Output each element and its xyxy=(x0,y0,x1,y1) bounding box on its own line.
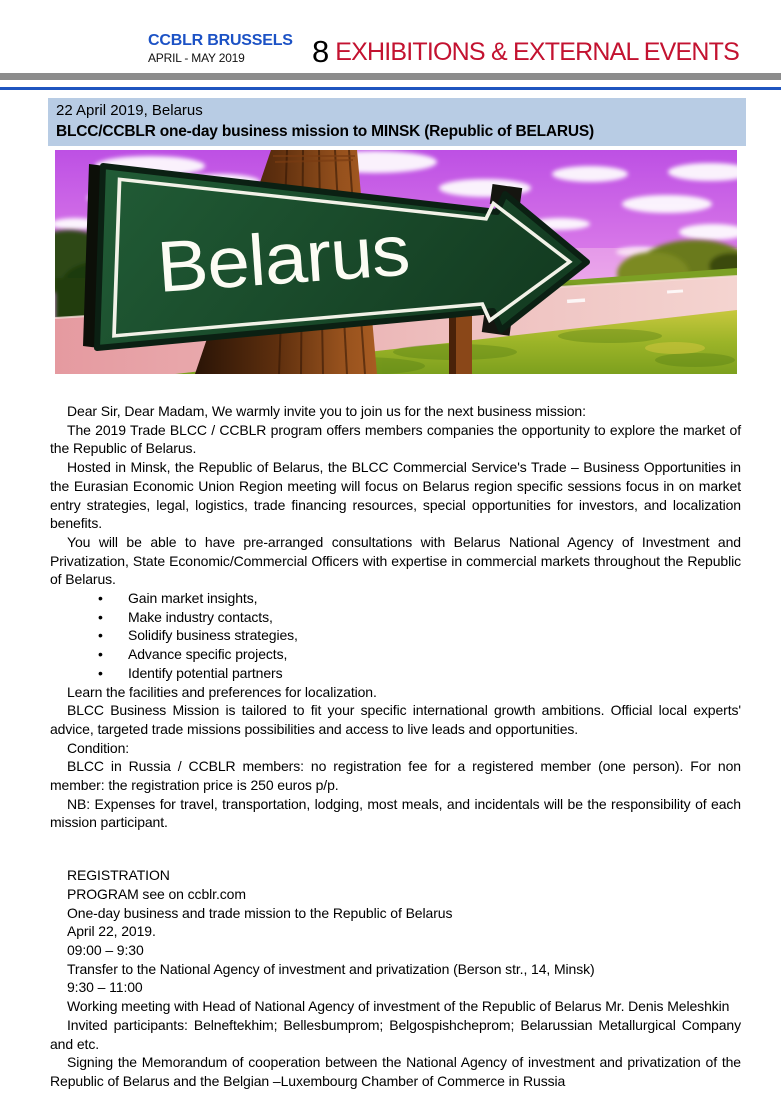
paragraph: The 2019 Trade BLCC / CCBLR program offers members companies the opportunity to explore the market of the Republic of Belarus. xyxy=(50,421,741,457)
paragraph: Condition: xyxy=(67,739,130,756)
program-line: One-day business and trade mission to the Republic of Belarus xyxy=(67,904,453,921)
bullet-item: • Make industry contacts, xyxy=(98,608,741,627)
event-date: 22 April 2019, Belarus xyxy=(56,102,203,119)
benefits-list xyxy=(50,589,741,683)
program-line: 09:00 – 9:30 xyxy=(67,941,144,958)
paragraph: Learn the facilities and preferences for localization. xyxy=(67,683,377,700)
issue-date: APRIL - MAY 2019 xyxy=(148,50,245,65)
program-line: Signing the Memorandum of cooperation between the National Agency of investment and privatization of the Republic of Belarus and the Belgian –Luxembourg Chamber of Commerce in Russia xyxy=(50,1054,741,1089)
event-banner xyxy=(48,98,746,146)
bullet-item: • Advance specific projects, xyxy=(98,645,741,664)
program-line: Invited participants: Belneftekhim; Bellesbumprom; Belgospishcheprom; Belarussian Metallurgical Company and etc. xyxy=(50,1016,741,1052)
section-title: EXHIBITIONS & EXTERNAL EVENTS xyxy=(335,37,740,66)
program-line: April 22, 2019. xyxy=(67,923,156,940)
belarus-roadsign-photo xyxy=(55,150,737,374)
program-line: Transfer to the National Agency of investment and privatization (Berson str., 14, Minsk) xyxy=(67,960,595,977)
article-body xyxy=(50,402,741,1091)
paragraph: Hosted in Minsk, the Republic of Belarus, the BLCC Commercial Service's Trade – Business Opportunities in the Eurasian Economic Union Region meeting will focus on Belarus region specific sessions focus in on market entry strategies, legal, logistics, trade financing resources, special opportunities for investors, and localization benefits. xyxy=(50,459,741,532)
program-section xyxy=(50,866,741,1090)
paragraph: BLCC Business Mission is tailored to fit your specific international growth ambitions. Official local experts' advice, targeted trade missions possibilities and access to live leads and opportunities. xyxy=(50,702,741,737)
bullet-item: • Solidify business strategies, xyxy=(98,626,741,645)
bullet-item: • Identify potential partners xyxy=(98,664,741,683)
brand-title: CCBLR BRUSSELS xyxy=(148,32,293,49)
program-line: Working meeting with Head of National Agency of investment of the Republic of Belarus Mr. Denis Meleshkin xyxy=(67,998,730,1015)
section-header xyxy=(312,34,739,70)
program-line: PROGRAM see on ccblr.com xyxy=(67,885,246,902)
sign-label: Belarus xyxy=(154,211,397,308)
paragraph: You will be able to have pre-arranged consultations with Belarus National Agency of Investment and Privatization, State Economic/Commercial Officers with expertise in commercial markets throughout the Republic of Belarus. xyxy=(50,533,741,588)
event-title: BLCC/CCBLR one-day business mission to MINSK (Republic of BELARUS) xyxy=(56,123,594,140)
masthead xyxy=(148,33,293,64)
program-line: 9:30 – 11:00 xyxy=(67,979,143,996)
grass-patch xyxy=(645,342,705,354)
paragraph: BLCC in Russia / CCBLR members: no registration fee for a registered member (one person). For non member: the registration price is 250 euros p/p. xyxy=(50,758,741,794)
paragraph: NB: Expenses for travel, transportation, lodging, most meals, and incidentals will be the responsibility of each mission participant. xyxy=(50,795,741,831)
horizontal-rule-gray xyxy=(0,73,781,80)
program-line: REGISTRATION xyxy=(67,867,170,884)
paragraph: Dear Sir, Dear Madam, We warmly invite you to join us for the next business mission: xyxy=(67,403,586,419)
horizontal-rule-blue xyxy=(0,87,781,90)
bullet-item: • Gain market insights, xyxy=(98,589,741,608)
page-number: 8 xyxy=(312,34,329,69)
